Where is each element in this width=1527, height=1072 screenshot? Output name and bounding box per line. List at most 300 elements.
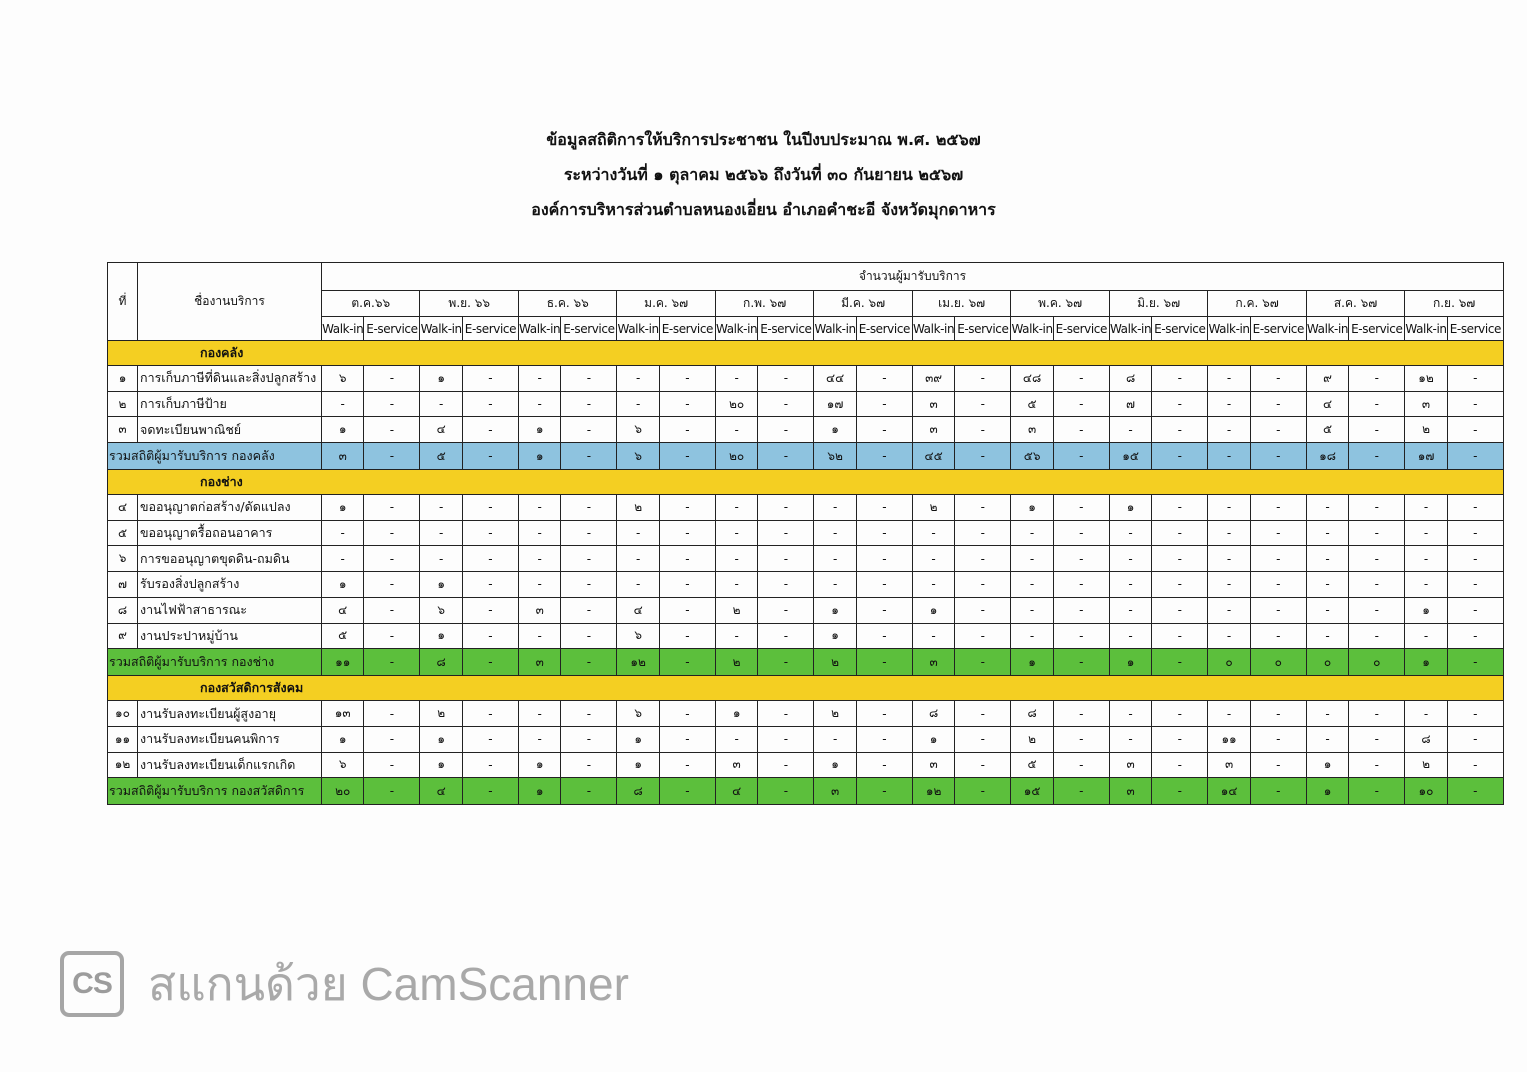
table-cell: - [1250, 726, 1306, 752]
table-cell: - [462, 623, 518, 649]
service-name: งานรับลงทะเบียนผู้สูงอายุ [138, 701, 322, 727]
summary-cell: ๓ [814, 778, 856, 805]
table-cell: - [912, 546, 954, 572]
table-cell: - [1208, 701, 1250, 727]
table-cell: - [955, 726, 1011, 752]
table-cell: ๙ [1306, 366, 1348, 392]
summary-cell: ๘ [420, 649, 462, 676]
table-cell: - [1405, 546, 1447, 572]
table-cell: ๑๓ [322, 701, 364, 727]
table-cell: - [1349, 495, 1405, 521]
table-cell: ๓ [1208, 752, 1250, 778]
table-cell: - [659, 623, 715, 649]
month-header: ก.ย. ๖๗ [1405, 291, 1504, 317]
table-row [108, 597, 1504, 623]
table-cell: ๑ [518, 417, 560, 443]
walkin-header: Walk-in [715, 317, 757, 341]
table-cell: - [1306, 623, 1348, 649]
summary-cell: - [856, 649, 912, 676]
summary-cell: ๘ [617, 778, 659, 805]
table-cell: - [561, 572, 617, 598]
table-cell: - [1053, 417, 1109, 443]
table-cell: ๑ [617, 726, 659, 752]
table-cell: - [1405, 520, 1447, 546]
table-cell: ๑ [715, 701, 757, 727]
month-header: ต.ค.๖๖ [322, 291, 420, 317]
table-cell: - [1152, 495, 1208, 521]
table-cell: - [659, 495, 715, 521]
table-cell: ๑ [420, 726, 462, 752]
table-cell: - [561, 520, 617, 546]
document-title [0, 122, 1527, 227]
summary-cell: - [561, 649, 617, 676]
table-cell: - [1405, 701, 1447, 727]
summary-cell: ๑ [1109, 649, 1151, 676]
table-cell: ๑๑ [1208, 726, 1250, 752]
table-cell: - [1349, 572, 1405, 598]
table-cell: ๒ [814, 701, 856, 727]
table-cell: - [561, 623, 617, 649]
table-cell: - [364, 546, 420, 572]
table-cell: - [758, 546, 814, 572]
walkin-header: Walk-in [814, 317, 856, 341]
table-cell: - [1053, 623, 1109, 649]
month-header: ม.ค. ๖๗ [617, 291, 715, 317]
table-cell: - [1250, 520, 1306, 546]
table-cell: ๗ [1109, 391, 1151, 417]
table-cell: - [518, 701, 560, 727]
table-cell: - [462, 495, 518, 521]
summary-cell: - [758, 649, 814, 676]
table-cell: - [1152, 366, 1208, 392]
table-cell: ๒ [1405, 417, 1447, 443]
table-cell: - [1447, 391, 1503, 417]
table-cell: - [1306, 726, 1348, 752]
table-cell: - [1349, 597, 1405, 623]
summary-cell: - [364, 649, 420, 676]
table-cell: - [364, 572, 420, 598]
summary-cell: - [1447, 443, 1503, 470]
table-cell: ๓ [715, 752, 757, 778]
table-cell: - [659, 417, 715, 443]
summary-cell: ๐ [1349, 649, 1405, 676]
table-row [108, 520, 1504, 546]
table-cell: - [1109, 701, 1151, 727]
row-number: ๑๐ [108, 701, 138, 727]
watermark-text: สแกนด้วย CamScanner [148, 957, 629, 1010]
summary-cell: - [561, 778, 617, 805]
table-cell: - [1011, 520, 1053, 546]
summary-name: รวมสถิติผู้มารับบริการ กองคลัง [108, 443, 322, 470]
summary-cell: ๑ [1306, 778, 1348, 805]
table-cell: - [561, 391, 617, 417]
month-header: ก.ค. ๖๗ [1208, 291, 1306, 317]
table-cell: - [758, 391, 814, 417]
table-cell: ๒ [715, 597, 757, 623]
service-name: การเก็บภาษีป้าย [138, 391, 322, 417]
row-number: ๑ [108, 366, 138, 392]
table-cell: - [659, 546, 715, 572]
table-cell: - [856, 391, 912, 417]
table-cell: ๑ [420, 572, 462, 598]
table-cell: - [814, 495, 856, 521]
table-cell: - [1152, 520, 1208, 546]
table-cell: ๑ [322, 572, 364, 598]
table-cell: - [715, 366, 757, 392]
table-cell: - [659, 701, 715, 727]
summary-cell: ๕ [420, 443, 462, 470]
table-cell: - [814, 546, 856, 572]
table-row [108, 752, 1504, 778]
table-cell: ๓ [912, 752, 954, 778]
table-cell: - [364, 701, 420, 727]
table-cell: ๑ [617, 752, 659, 778]
table-cell: ๕ [1011, 391, 1053, 417]
walkin-header: Walk-in [1109, 317, 1151, 341]
table-cell: - [1152, 546, 1208, 572]
table-cell: ๔ [322, 597, 364, 623]
table-cell: - [1109, 417, 1151, 443]
table-cell: - [322, 520, 364, 546]
table-cell: - [1053, 752, 1109, 778]
table-cell: - [758, 366, 814, 392]
summary-cell: - [1349, 778, 1405, 805]
table-cell: - [1447, 546, 1503, 572]
table-cell: ๔ [1306, 391, 1348, 417]
table-cell: - [1109, 597, 1151, 623]
table-row [108, 417, 1504, 443]
summary-cell: - [1447, 778, 1503, 805]
table-cell: - [518, 572, 560, 598]
table-cell: - [1306, 520, 1348, 546]
eservice-header: E-service [1152, 317, 1208, 341]
table-cell: ๘ [1011, 701, 1053, 727]
service-name: งานไฟฟ้าสาธารณะ [138, 597, 322, 623]
table-cell: ๑ [420, 366, 462, 392]
camscanner-watermark [60, 948, 629, 1020]
table-cell: - [1405, 623, 1447, 649]
table-cell: - [617, 391, 659, 417]
summary-cell: - [561, 443, 617, 470]
table-cell: - [1349, 417, 1405, 443]
summary-cell: - [955, 778, 1011, 805]
table-cell: ๔ [617, 597, 659, 623]
table-cell: - [1250, 597, 1306, 623]
table-cell: - [561, 752, 617, 778]
month-header: มิ.ย. ๖๗ [1109, 291, 1207, 317]
table-cell: - [758, 417, 814, 443]
table-cell: ๑ [1306, 752, 1348, 778]
service-name: งานรับลงทะเบียนคนพิการ [138, 726, 322, 752]
table-cell: - [1250, 366, 1306, 392]
table-cell: - [1349, 701, 1405, 727]
month-header: พ.ย. ๖๖ [420, 291, 518, 317]
table-cell: ๖ [322, 366, 364, 392]
table-cell: - [1208, 546, 1250, 572]
summary-row [108, 649, 1504, 676]
table-cell: - [1349, 546, 1405, 572]
table-cell: - [561, 701, 617, 727]
summary-cell: ๑๗ [1405, 443, 1447, 470]
table-cell: - [1349, 520, 1405, 546]
table-cell: - [1250, 495, 1306, 521]
table-cell: - [617, 366, 659, 392]
service-name: งานรับลงทะเบียนเด็กแรกเกิด [138, 752, 322, 778]
table-row [108, 391, 1504, 417]
table-cell: - [1208, 417, 1250, 443]
table-cell: - [1152, 572, 1208, 598]
table-cell: ๕ [1011, 752, 1053, 778]
service-name: รับรองสิ่งปลูกสร้าง [138, 572, 322, 598]
table-cell: - [617, 546, 659, 572]
eservice-header: E-service [1250, 317, 1306, 341]
eservice-header: E-service [462, 317, 518, 341]
summary-cell: ๐ [1208, 649, 1250, 676]
table-cell: - [1109, 520, 1151, 546]
table-cell: ๕ [1306, 417, 1348, 443]
summary-cell: ๓ [912, 649, 954, 676]
table-cell: ๖ [420, 597, 462, 623]
table-cell: - [955, 597, 1011, 623]
table-cell: - [518, 366, 560, 392]
summary-cell: - [364, 778, 420, 805]
table-cell: - [1447, 726, 1503, 752]
table-cell: - [1011, 572, 1053, 598]
table-cell: - [1447, 417, 1503, 443]
summary-cell: - [1250, 778, 1306, 805]
table-cell: - [364, 366, 420, 392]
summary-row [108, 443, 1504, 470]
camscanner-logo-icon: CS [60, 951, 124, 1017]
table-cell: ๑ [420, 752, 462, 778]
walkin-header: Walk-in [518, 317, 560, 341]
table-cell: - [1109, 572, 1151, 598]
table-cell: - [1306, 701, 1348, 727]
eservice-header: E-service [1349, 317, 1405, 341]
table-cell: ๑ [518, 752, 560, 778]
table-cell: ๑ [1011, 495, 1053, 521]
table-cell: - [1250, 623, 1306, 649]
table-cell: - [715, 726, 757, 752]
table-row [108, 366, 1504, 392]
table-cell: - [856, 520, 912, 546]
table-cell: ๑ [814, 752, 856, 778]
month-header: ส.ค. ๖๗ [1306, 291, 1404, 317]
summary-cell: ๖ [617, 443, 659, 470]
table-cell: - [814, 572, 856, 598]
table-cell: - [420, 391, 462, 417]
row-number: ๓ [108, 417, 138, 443]
service-name: ขออนุญาตรื้อถอนอาคาร [138, 520, 322, 546]
summary-cell: - [1349, 443, 1405, 470]
table-cell: - [955, 572, 1011, 598]
table-cell: - [617, 572, 659, 598]
table-cell: - [1349, 752, 1405, 778]
table-cell: - [856, 417, 912, 443]
table-cell: - [1011, 623, 1053, 649]
table-cell: - [1447, 520, 1503, 546]
table-cell: ๘ [1405, 726, 1447, 752]
summary-cell: - [1053, 649, 1109, 676]
table-cell: ๑ [912, 726, 954, 752]
summary-cell: ๐ [1306, 649, 1348, 676]
table-cell: ๒ [617, 495, 659, 521]
table-cell: ๔ [420, 417, 462, 443]
table-cell: - [1109, 546, 1151, 572]
table-cell: - [1053, 597, 1109, 623]
table-cell: ๑ [1405, 597, 1447, 623]
summary-cell: - [955, 649, 1011, 676]
eservice-header: E-service [364, 317, 420, 341]
title-line-3: องค์การบริหารส่วนตำบลหนองเอี่ยน อำเภอคำชะอี จังหวัดมุกดาหาร [531, 200, 996, 219]
summary-cell: - [1152, 649, 1208, 676]
summary-cell: ๑๒ [617, 649, 659, 676]
service-name: การเก็บภาษีที่ดินและสิ่งปลูกสร้าง [138, 366, 322, 392]
walkin-header: Walk-in [322, 317, 364, 341]
table-cell: ๓ [1405, 391, 1447, 417]
table-cell: - [322, 546, 364, 572]
table-cell: - [659, 366, 715, 392]
row-number: ๕ [108, 520, 138, 546]
table-cell: ๓ [912, 391, 954, 417]
table-cell: - [715, 495, 757, 521]
table-cell: - [955, 520, 1011, 546]
table-cell: - [364, 520, 420, 546]
table-cell: ๒ [1405, 752, 1447, 778]
table-cell: - [955, 391, 1011, 417]
table-cell: - [1447, 495, 1503, 521]
walkin-header: Walk-in [420, 317, 462, 341]
summary-cell: ๔๕ [912, 443, 954, 470]
table-cell: ๓๙ [912, 366, 954, 392]
table-cell: - [561, 495, 617, 521]
month-header: ก.พ. ๖๗ [715, 291, 813, 317]
service-name: การขออนุญาตขุดดิน-ถมดิน [138, 546, 322, 572]
table-cell: - [1250, 546, 1306, 572]
table-cell: - [561, 417, 617, 443]
summary-cell: ๔ [715, 778, 757, 805]
table-cell: - [1053, 701, 1109, 727]
table-cell: - [462, 520, 518, 546]
table-cell: - [1208, 623, 1250, 649]
table-cell: - [715, 520, 757, 546]
table-cell: - [518, 520, 560, 546]
table-cell: - [518, 623, 560, 649]
table-cell: - [1053, 520, 1109, 546]
row-number: ๗ [108, 572, 138, 598]
service-name: จดทะเบียนพาณิชย์ [138, 417, 322, 443]
summary-cell: ๒ [814, 649, 856, 676]
table-cell: - [1306, 546, 1348, 572]
table-cell: - [561, 597, 617, 623]
summary-cell: - [856, 778, 912, 805]
summary-cell: ๑ [518, 443, 560, 470]
service-name: งานประปาหมู่บ้าน [138, 623, 322, 649]
table-cell: - [758, 520, 814, 546]
table-cell: - [856, 752, 912, 778]
summary-cell: - [955, 443, 1011, 470]
table-cell: - [1447, 597, 1503, 623]
table-cell: - [1250, 417, 1306, 443]
table-cell: - [856, 366, 912, 392]
table-cell: - [462, 546, 518, 572]
title-line-2: ระหว่างวันที่ ๑ ตุลาคม ๒๕๖๖ ถึงวันที่ ๓๐ กันยายน ๒๕๖๗ [563, 165, 964, 184]
summary-cell: ๓ [518, 649, 560, 676]
summary-cell: - [856, 443, 912, 470]
table-cell: ๖ [617, 417, 659, 443]
table-cell: - [856, 546, 912, 572]
table-cell: - [715, 417, 757, 443]
table-cell: - [462, 572, 518, 598]
summary-cell: ๔ [420, 778, 462, 805]
table-cell: - [420, 495, 462, 521]
table-cell: - [758, 597, 814, 623]
table-cell: - [715, 546, 757, 572]
table-cell: - [1306, 597, 1348, 623]
summary-cell: - [1152, 443, 1208, 470]
summary-cell: ๓ [322, 443, 364, 470]
summary-cell: ๑๕ [1109, 443, 1151, 470]
table-cell: - [659, 597, 715, 623]
summary-cell: - [1447, 649, 1503, 676]
table-cell: - [1152, 417, 1208, 443]
table-cell: - [322, 391, 364, 417]
summary-cell: ๐ [1250, 649, 1306, 676]
table-cell: - [364, 752, 420, 778]
section-header-row [108, 470, 1504, 495]
table-cell: - [1152, 701, 1208, 727]
summary-cell: ๑ [518, 778, 560, 805]
summary-cell: ๒๐ [715, 443, 757, 470]
month-header: มี.ค. ๖๗ [814, 291, 912, 317]
eservice-header: E-service [659, 317, 715, 341]
table-cell: ๘ [1109, 366, 1151, 392]
header-row-group [108, 263, 1504, 291]
table-cell: - [659, 572, 715, 598]
table-cell: ๑ [322, 726, 364, 752]
table-cell: - [955, 701, 1011, 727]
table-cell: - [561, 546, 617, 572]
table-cell: ๔๘ [1011, 366, 1053, 392]
table-cell: ๑ [420, 623, 462, 649]
table-cell: - [856, 623, 912, 649]
table-cell: - [758, 752, 814, 778]
table-cell: ๓ [912, 417, 954, 443]
statistics-table [107, 262, 1504, 805]
table-cell: - [955, 752, 1011, 778]
table-cell: - [659, 391, 715, 417]
table-cell: ๒ [1011, 726, 1053, 752]
summary-row [108, 778, 1504, 805]
table-cell: - [420, 520, 462, 546]
summary-cell: - [659, 443, 715, 470]
table-cell: - [1405, 572, 1447, 598]
table-cell: - [1152, 391, 1208, 417]
table-cell: - [715, 623, 757, 649]
table-cell: - [912, 572, 954, 598]
table-cell: ๑ [912, 597, 954, 623]
table-cell: - [462, 752, 518, 778]
summary-cell: - [758, 443, 814, 470]
row-number: ๒ [108, 391, 138, 417]
summary-cell: ๑๕ [1011, 778, 1053, 805]
table-cell: - [1306, 572, 1348, 598]
table-cell: - [1109, 726, 1151, 752]
month-header: เม.ย. ๖๗ [912, 291, 1010, 317]
table-cell: - [1053, 726, 1109, 752]
table-cell: - [659, 726, 715, 752]
table-cell: - [1349, 391, 1405, 417]
